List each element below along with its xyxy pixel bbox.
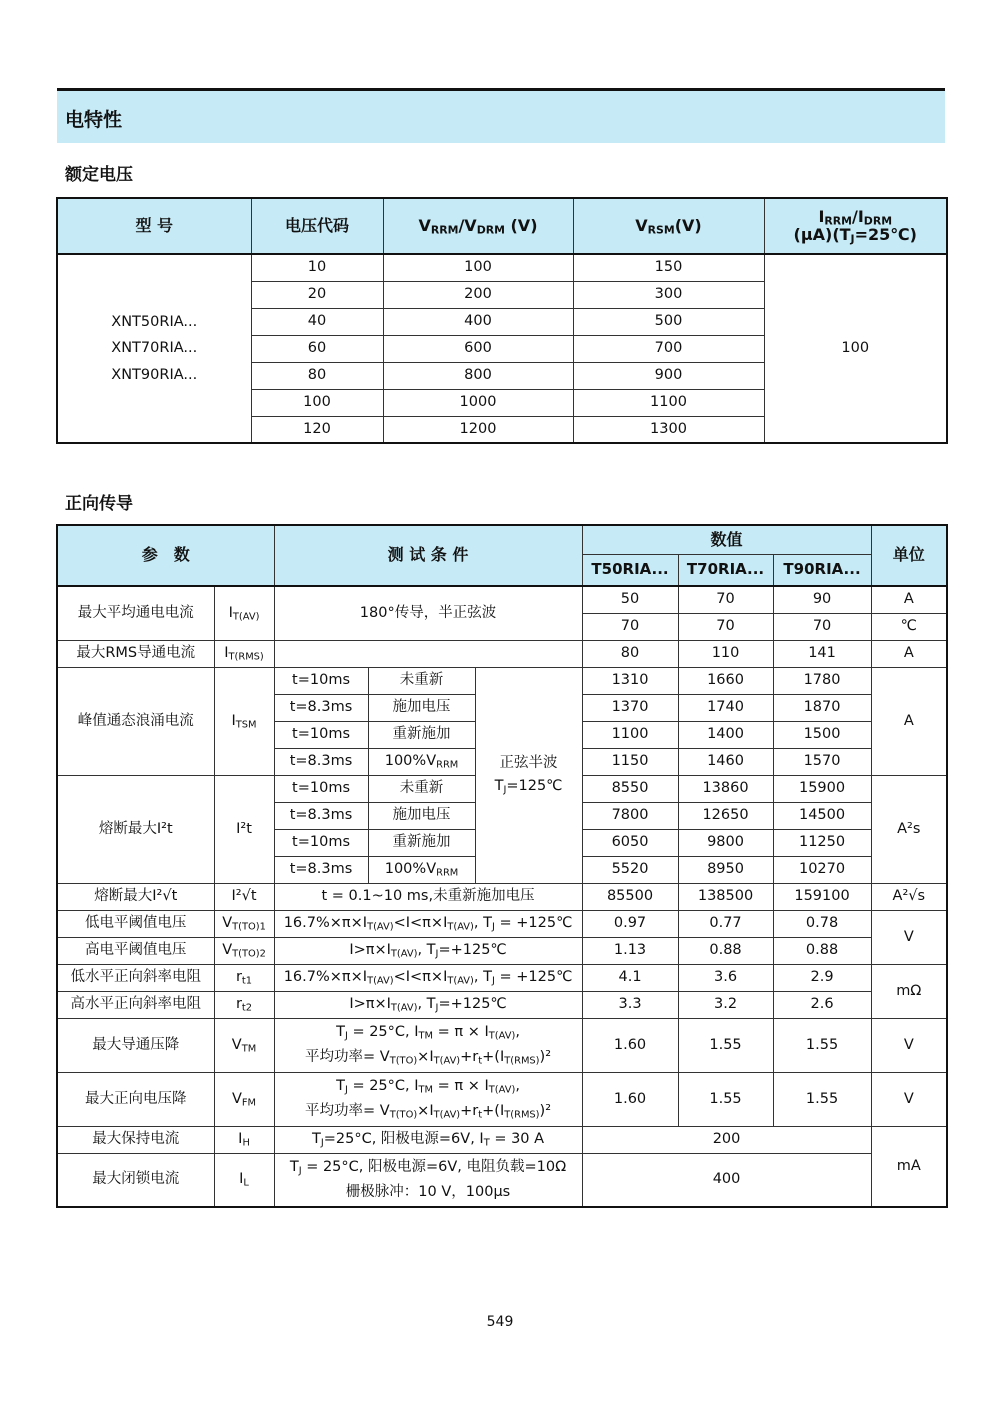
header-t70: T70RIA... <box>678 554 773 586</box>
time-condition: t=10ms <box>274 829 368 856</box>
param-name: 熔断最大I²t <box>57 775 214 883</box>
param-symbol: $V_{T(TO)2}$ <box>214 937 274 964</box>
param-symbol: $r_{t1}$ <box>214 964 274 991</box>
voltage-condition: 施加电压 <box>368 802 475 829</box>
header-test-conditions: 测 试 条 件 <box>274 525 582 586</box>
value-t50: 80 <box>582 640 678 667</box>
vrsm-value: 1300 <box>573 416 764 443</box>
sine-condition: 正弦半波 $T_J=125℃$ <box>475 667 582 883</box>
unit: A²√s <box>871 883 947 910</box>
value-t70: 0.88 <box>678 937 773 964</box>
value-t50: 5520 <box>582 856 678 883</box>
value-t90: 0.88 <box>773 937 871 964</box>
param-symbol: I²t <box>214 775 274 883</box>
param-name: 低水平正向斜率电阻 <box>57 964 214 991</box>
param-symbol: $V_{FM}$ <box>214 1072 274 1126</box>
test-condition: $16.7\%\times\pi\times I_{T(AV)}<I<\pi\times I_{T(AV)}$, $T_J$ = +125℃ <box>274 910 582 937</box>
rated-voltage-heading: 额定电压 <box>65 165 133 185</box>
param-symbol: $I_H$ <box>214 1126 274 1153</box>
value-t90: 1.55 <box>773 1018 871 1072</box>
vrsm-value: 150 <box>573 254 764 281</box>
value-t70: 138500 <box>678 883 773 910</box>
time-condition: t=8.3ms <box>274 694 368 721</box>
value-t90: 15900 <box>773 775 871 802</box>
voltage-condition: $100\%V_{RRM}$ <box>368 748 475 775</box>
value-t90: 1870 <box>773 694 871 721</box>
value-t90: 10270 <box>773 856 871 883</box>
param-symbol: $V_{T(TO)1}$ <box>214 910 274 937</box>
param-name: 低电平阈值电压 <box>57 910 214 937</box>
vrrm-value: 400 <box>383 308 573 335</box>
value-t50: 1370 <box>582 694 678 721</box>
table-row <box>57 937 947 964</box>
value-t70: 1460 <box>678 748 773 775</box>
test-condition: $16.7\%\times\pi\times I_{T(AV)}<I<\pi\times I_{T(AV)}$, $T_J$ = +125℃ <box>274 964 582 991</box>
table-row <box>57 254 947 281</box>
value-t50: 1150 <box>582 748 678 775</box>
param-symbol: $I_{T(AV)}$ <box>214 586 274 640</box>
header-unit: 单位 <box>871 525 947 586</box>
value-all: 200 <box>582 1126 871 1153</box>
value-t50: 1100 <box>582 721 678 748</box>
value-all: 400 <box>582 1153 871 1207</box>
value-t70: 1400 <box>678 721 773 748</box>
unit: A²s <box>871 775 947 883</box>
test-condition: $I>\pi\times I_{T(AV)}$, $T_J=+125℃$ <box>274 991 582 1018</box>
value-t90: 70 <box>773 613 871 640</box>
table-row <box>57 640 947 667</box>
unit: mA <box>871 1126 947 1207</box>
value-t90: 14500 <box>773 802 871 829</box>
value-t70: 1740 <box>678 694 773 721</box>
test-condition-empty <box>274 640 582 667</box>
unit: A <box>871 640 947 667</box>
param-symbol: $I_L$ <box>214 1153 274 1207</box>
value-t90: 1.55 <box>773 1072 871 1126</box>
value-t70: 12650 <box>678 802 773 829</box>
header-t90: T90RIA... <box>773 554 871 586</box>
param-name: 最大导通压降 <box>57 1018 214 1072</box>
voltage-code: 20 <box>251 281 383 308</box>
table-row <box>57 991 947 1018</box>
value-t90: 90 <box>773 586 871 613</box>
value-t70: 70 <box>678 613 773 640</box>
table-row <box>57 964 947 991</box>
value-t90: 1500 <box>773 721 871 748</box>
header-t50: T50RIA... <box>582 554 678 586</box>
voltage-code: 40 <box>251 308 383 335</box>
param-name: 最大RMS导通电流 <box>57 640 214 667</box>
time-condition: t=10ms <box>274 775 368 802</box>
value-t70: 8950 <box>678 856 773 883</box>
param-symbol: $I_{T(RMS)}$ <box>214 640 274 667</box>
time-condition: t=10ms <box>274 667 368 694</box>
test-condition: $T_J=25^\circ C$, 阳极电源=6V, $I_T = 30$ A <box>274 1126 582 1153</box>
param-symbol: $V_{TM}$ <box>214 1018 274 1072</box>
value-t70: 1.55 <box>678 1072 773 1126</box>
param-name: 最大闭锁电流 <box>57 1153 214 1207</box>
voltage-code: 80 <box>251 362 383 389</box>
voltage-code: 120 <box>251 416 383 443</box>
page-number: 549 <box>486 1314 514 1330</box>
unit: V <box>871 1018 947 1072</box>
value-t50: 85500 <box>582 883 678 910</box>
test-condition: $T_J = 25^\circ C$, $I_{TM} = \pi \times I_{T(AV)}$, 平均功率= $V_{T(TO)}\times I_{T(AV)}+r_t+(I_{T(RMS)})^2$ <box>274 1018 582 1072</box>
vrrm-value: 600 <box>383 335 573 362</box>
header-voltage-code: 电压代码 <box>251 198 383 254</box>
table-row <box>57 1126 947 1153</box>
voltage-condition: 未重新 <box>368 667 475 694</box>
section-title: 电特性 <box>65 109 123 131</box>
table-row <box>57 910 947 937</box>
value-t70: 1660 <box>678 667 773 694</box>
section-title-bar <box>57 88 945 143</box>
forward-conduction-table <box>56 524 948 1208</box>
voltage-condition: $100\%V_{RRM}$ <box>368 856 475 883</box>
vrsm-value: 700 <box>573 335 764 362</box>
forward-header-row-1 <box>57 525 947 554</box>
table-row <box>57 667 947 694</box>
value-t50: 4.1 <box>582 964 678 991</box>
test-condition: $T_J = 25^\circ C$, 阳极电源=6V, 电阻负载=10Ω 栅极脉冲：10 V，100μs <box>274 1153 582 1207</box>
model-name: XNT70RIA... <box>111 340 198 357</box>
param-name: 高水平正向斜率电阻 <box>57 991 214 1018</box>
table-row <box>57 883 947 910</box>
vrsm-value: 900 <box>573 362 764 389</box>
value-t90: 159100 <box>773 883 871 910</box>
unit: A <box>871 667 947 775</box>
value-t90: 1570 <box>773 748 871 775</box>
param-name: 熔断最大I²√t <box>57 883 214 910</box>
value-t50: 8550 <box>582 775 678 802</box>
value-t90: 0.78 <box>773 910 871 937</box>
vrsm-value: 300 <box>573 281 764 308</box>
value-t70: 3.6 <box>678 964 773 991</box>
table-row <box>57 1153 947 1207</box>
value-t50: 3.3 <box>582 991 678 1018</box>
header-parameter: 参 数 <box>57 525 274 586</box>
value-t50: 70 <box>582 613 678 640</box>
param-symbol: I²√t <box>214 883 274 910</box>
test-condition: $I>\pi\times I_{T(AV)}$, $T_J=+125℃$ <box>274 937 582 964</box>
vrrm-value: 1000 <box>383 389 573 416</box>
rated-header-row <box>57 198 947 254</box>
model-name: XNT90RIA... <box>111 366 198 383</box>
voltage-condition: 重新施加 <box>368 829 475 856</box>
model-name: XNT50RIA... <box>111 314 198 331</box>
value-t50: 50 <box>582 586 678 613</box>
header-model: 型 号 <box>57 198 251 254</box>
vrsm-value: 1100 <box>573 389 764 416</box>
value-t70: 0.77 <box>678 910 773 937</box>
unit: A <box>871 586 947 613</box>
value-t50: 1.13 <box>582 937 678 964</box>
param-name: 高电平阈值电压 <box>57 937 214 964</box>
table-row <box>57 586 947 613</box>
voltage-condition: 重新施加 <box>368 721 475 748</box>
value-t70: 13860 <box>678 775 773 802</box>
voltage-code: 100 <box>251 389 383 416</box>
unit: ℃ <box>871 613 947 640</box>
voltage-condition: 未重新 <box>368 775 475 802</box>
unit: mΩ <box>871 964 947 1018</box>
time-condition: t=8.3ms <box>274 802 368 829</box>
value-t50: 7800 <box>582 802 678 829</box>
time-condition: t=8.3ms <box>274 748 368 775</box>
vrrm-value: 800 <box>383 362 573 389</box>
model-list <box>57 254 251 443</box>
param-name: 最大保持电流 <box>57 1126 214 1153</box>
value-t90: 1780 <box>773 667 871 694</box>
vrrm-value: 100 <box>383 254 573 281</box>
header-values: 数值 <box>582 525 871 554</box>
table-row <box>57 1018 947 1072</box>
test-condition: 180°传导，半正弦波 <box>274 586 582 640</box>
vrrm-value: 200 <box>383 281 573 308</box>
test-condition: t = 0.1~10 ms,未重新施加电压 <box>274 883 582 910</box>
value-t70: 70 <box>678 586 773 613</box>
header-vrrm-vdrm: $V_{RRM}/V_{DRM}$ (V) <box>383 198 573 254</box>
value-t70: 3.2 <box>678 991 773 1018</box>
value-t90: 2.9 <box>773 964 871 991</box>
voltage-code: 10 <box>251 254 383 281</box>
unit: V <box>871 910 947 964</box>
vrsm-value: 500 <box>573 308 764 335</box>
param-symbol: $I_{TSM}$ <box>214 667 274 775</box>
voltage-condition: 施加电压 <box>368 694 475 721</box>
param-symbol: $r_{t2}$ <box>214 991 274 1018</box>
voltage-code: 60 <box>251 335 383 362</box>
vrrm-value: 1200 <box>383 416 573 443</box>
param-name: 最大平均通电电流 <box>57 586 214 640</box>
rated-voltage-table <box>56 197 948 444</box>
test-condition: $T_J = 25^\circ C$, $I_{TM} = \pi \times I_{T(AV)}$, 平均功率= $V_{T(TO)}\times I_{T(AV)}+r_t+(I_{T(RMS)})^2$ <box>274 1072 582 1126</box>
param-name: 峰值通态浪涌电流 <box>57 667 214 775</box>
value-t50: 1310 <box>582 667 678 694</box>
value-t70: 9800 <box>678 829 773 856</box>
value-t90: 141 <box>773 640 871 667</box>
unit: V <box>871 1072 947 1126</box>
value-t90: 11250 <box>773 829 871 856</box>
value-t70: 110 <box>678 640 773 667</box>
param-name: 最大正向电压降 <box>57 1072 214 1126</box>
value-t70: 1.55 <box>678 1018 773 1072</box>
forward-conduction-heading: 正向传导 <box>65 494 133 514</box>
time-condition: t=8.3ms <box>274 856 368 883</box>
value-t50: 6050 <box>582 829 678 856</box>
table-row <box>57 1072 947 1126</box>
value-t50: 0.97 <box>582 910 678 937</box>
time-condition: t=10ms <box>274 721 368 748</box>
header-irrm-idrm: $I_{RRM}/I_{DRM}$ $(\mu A)(T_J=25℃)$ <box>764 198 947 254</box>
irrm-value: 100 <box>764 254 947 443</box>
value-t50: 1.60 <box>582 1018 678 1072</box>
header-vrsm: $V_{RSM}(V)$ <box>573 198 764 254</box>
value-t50: 1.60 <box>582 1072 678 1126</box>
value-t90: 2.6 <box>773 991 871 1018</box>
